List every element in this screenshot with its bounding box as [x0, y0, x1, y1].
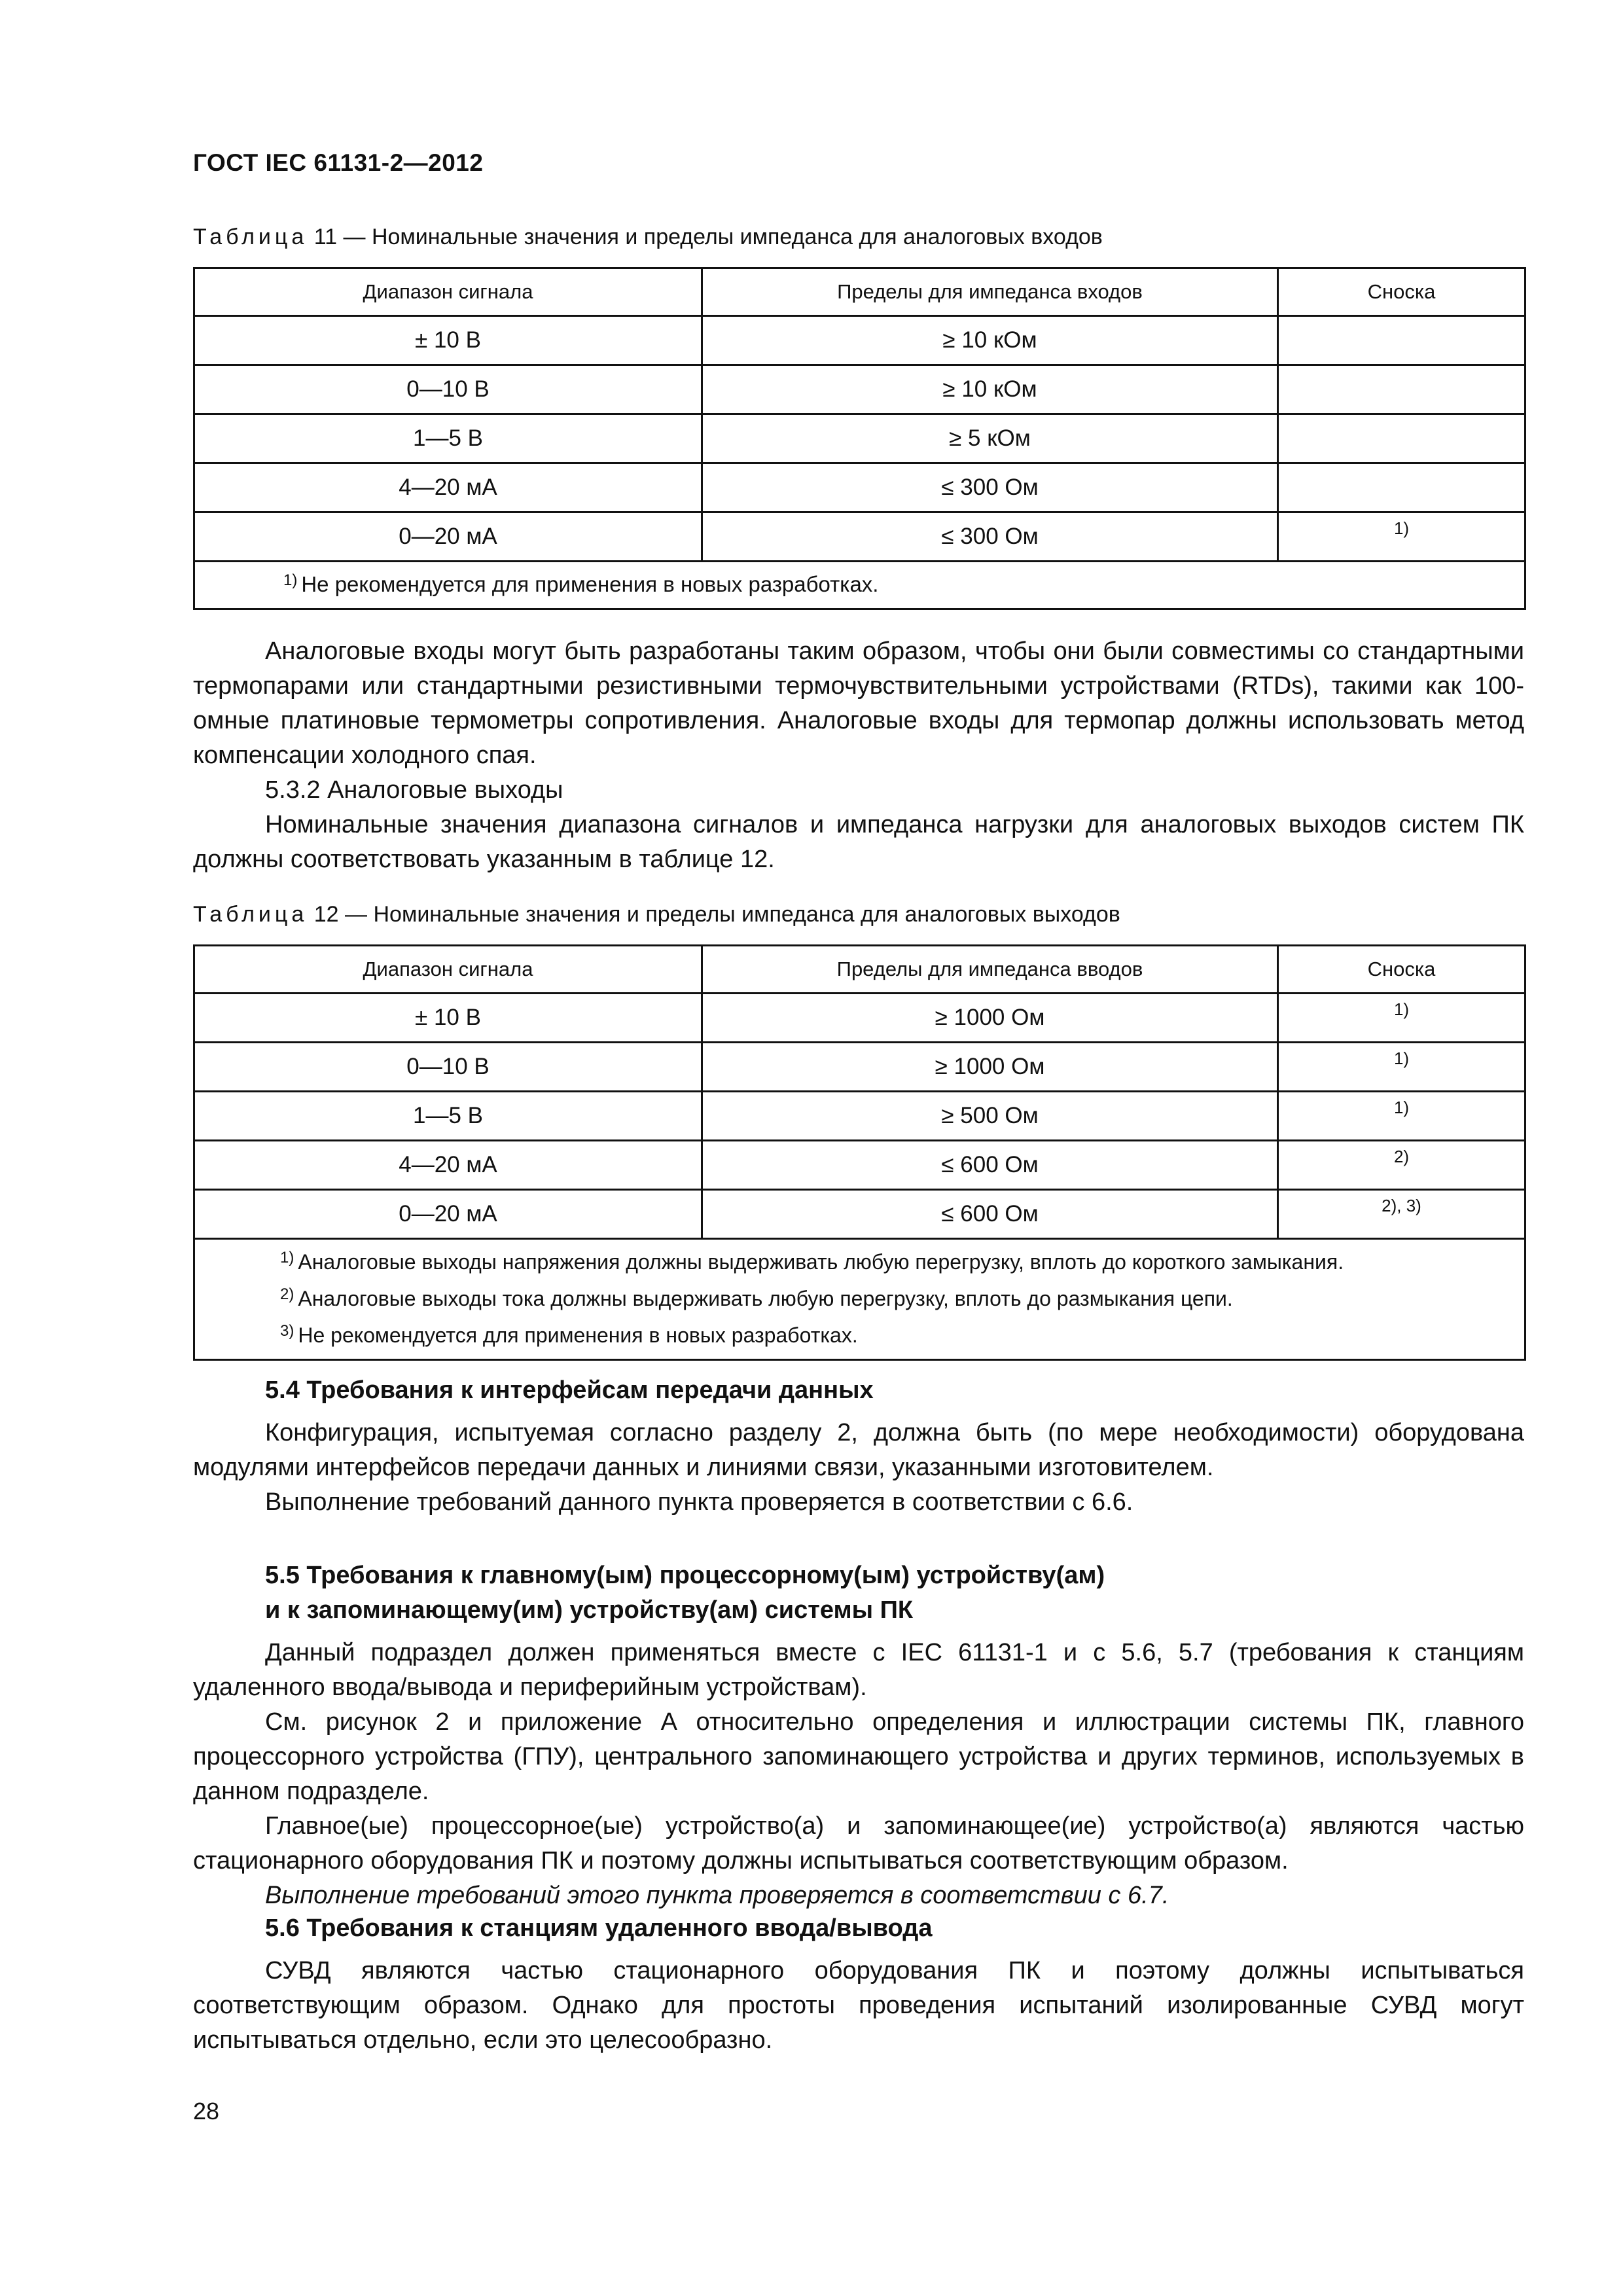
section-5-4 [193, 1373, 1524, 1520]
table-cell: ≤ 300 Ом [702, 512, 1278, 562]
table-cell: ≥ 10 кОм [702, 316, 1278, 365]
table-cell: ± 10 В [194, 994, 702, 1043]
table-footnotes [194, 1239, 1525, 1360]
section-heading: и к запоминающему(им) устройству(ам) системы ПК [265, 1596, 914, 1624]
table-12-caption [193, 902, 1120, 927]
footnote: $^{2)}$ Аналоговые выходы тока должны выдерживать любую перегрузку, вплоть до размыкания цепи. [280, 1285, 1233, 1310]
footnote: $^{3)}$ Не рекомендуется для применения в новых разработках. [280, 1322, 858, 1347]
section-heading: 5.4 Требования к интерфейсам передачи данных [265, 1376, 874, 1404]
table-cell: ≥ 10 кОм [702, 365, 1278, 414]
table-cell: 1—5 В [194, 414, 702, 463]
table-title: 12 — Номинальные значения и пределы импеданса для аналоговых выходов [313, 902, 1120, 927]
footnote-cell [1278, 414, 1525, 463]
table-row [194, 365, 1525, 414]
table-row [194, 1190, 1525, 1239]
footnote: $^{1)}$ Не рекомендуется для применения в новых разработках. [283, 571, 879, 596]
table-11 [193, 267, 1526, 610]
table-cell: ± 10 В [194, 316, 702, 365]
footnote-cell: 1) [1278, 1043, 1525, 1092]
footnote-cell [1278, 463, 1525, 512]
table-11-caption [193, 224, 1103, 250]
table-row [194, 1043, 1525, 1092]
table-label: Таблица [193, 224, 308, 249]
footnote-cell: 1) [1278, 512, 1525, 562]
column-header: Сноска [1278, 946, 1525, 994]
section-heading: 5.6 Требования к станциям удаленного ввода/вывода [265, 1914, 933, 1942]
table-cell: 1—5 В [194, 1092, 702, 1141]
table-row [194, 512, 1525, 562]
table-row [194, 414, 1525, 463]
table-row [194, 994, 1525, 1043]
footnote-cell [1278, 365, 1525, 414]
column-header: Пределы для импеданса входов [702, 268, 1278, 316]
column-header: Диапазон сигнала [194, 268, 702, 316]
paragraph: СУВД являются частью стационарного оборудования ПК и поэтому должны испытываться соответствующим образом. Однако для простоты проведения испытаний изолированные СУВД могут испытываться отдельно, если это целесообразно. [193, 1957, 1524, 2054]
paragraph: Выполнение требований этого пункта проверяется в соответствии с 6.7. [265, 1882, 1169, 1909]
table-cell: ≥ 1000 Ом [702, 994, 1278, 1043]
section-text-analog [193, 634, 1524, 877]
table-cell: 0—20 мА [194, 512, 702, 562]
table-header-row [194, 946, 1525, 994]
table-row [194, 316, 1525, 365]
table-cell: ≤ 300 Ом [702, 463, 1278, 512]
footnote-cell: 1) [1278, 994, 1525, 1043]
table-cell: 4—20 мА [194, 1141, 702, 1190]
table-footnotes [194, 562, 1525, 609]
table-header-row [194, 268, 1525, 316]
column-header: Сноска [1278, 268, 1525, 316]
footnote-cell [1278, 316, 1525, 365]
paragraph: Главное(ые) процессорное(ые) устройство(а) и запоминающее(ие) устройство(а) являются частью стационарного оборудования ПК и поэтому должны испытываться соответствующим образом. [193, 1812, 1524, 1874]
paragraph: Номинальные значения диапазона сигналов и импеданса нагрузки для аналоговых выходов систем ПК должны соответствовать указанным в таблице 12. [193, 811, 1524, 873]
paragraph: Выполнение требований данного пункта проверяется в соответствии с 6.6. [265, 1488, 1133, 1516]
table-cell: ≤ 600 Ом [702, 1190, 1278, 1239]
table-row [194, 463, 1525, 512]
paragraph: Конфигурация, испытуемая согласно разделу 2, должна быть (по мере необходимости) оборудована модулями интерфейсов передачи данных и линиями связи, указанными изготовителем. [193, 1419, 1524, 1481]
table-12 [193, 944, 1526, 1361]
subsection-title: 5.3.2 Аналоговые выходы [265, 776, 563, 804]
column-header: Пределы для импеданса вводов [702, 946, 1278, 994]
table-footnotes-row [194, 562, 1525, 609]
paragraph: См. рисунок 2 и приложение А относительно определения и иллюстрации системы ПК, главного процессорного устройства (ГПУ), центрального запоминающего устройства и других терминов, используемых в данном подразделе. [193, 1708, 1524, 1805]
table-row [194, 1141, 1525, 1190]
table-cell: 4—20 мА [194, 463, 702, 512]
column-header: Диапазон сигнала [194, 946, 702, 994]
table-cell: 0—20 мА [194, 1190, 702, 1239]
paragraph: Аналоговые входы могут быть разработаны таким образом, чтобы они были совместимы со стандартными термопарами или стандартными резистивными термочувствительными устройствами (RTDs), такими как 100-омные платиновые термометры сопротивления. Аналоговые входы для термопар должны использовать метод компенсации холодного спая. [193, 637, 1524, 769]
standard-code-header: ГОСТ IEC 61131-2—2012 [193, 149, 484, 176]
footnote-cell: 2) [1278, 1141, 1525, 1190]
section-5-6 [193, 1911, 1524, 2058]
table-title: 11 — Номинальные значения и пределы импеданса для аналоговых входов [313, 224, 1103, 249]
table-cell: 0—10 В [194, 365, 702, 414]
section-heading: 5.5 Требования к главному(ым) процессорному(ым) устройству(ам) [265, 1562, 1105, 1589]
table-cell: ≥ 1000 Ом [702, 1043, 1278, 1092]
table-label: Таблица [193, 902, 308, 927]
paragraph: Данный подраздел должен применяться вместе с IEC 61131-1 и с 5.6, 5.7 (требования к станциям удаленного ввода/вывода и периферийным устройствам). [193, 1639, 1524, 1701]
footnote-cell: 2), 3) [1278, 1190, 1525, 1239]
section-5-5 [193, 1558, 1524, 1913]
table-footnotes-row [194, 1239, 1525, 1360]
table-cell: ≥ 500 Ом [702, 1092, 1278, 1141]
page-number: 28 [193, 2098, 220, 2125]
table-cell: ≤ 600 Ом [702, 1141, 1278, 1190]
table-cell: 0—10 В [194, 1043, 702, 1092]
footnote: $^{1)}$ Аналоговые выходы напряжения должны выдерживать любую перегрузку, вплоть до короткого замыкания. [280, 1249, 1344, 1274]
table-row [194, 1092, 1525, 1141]
footnote-cell: 1) [1278, 1092, 1525, 1141]
table-cell: ≥ 5 кОм [702, 414, 1278, 463]
